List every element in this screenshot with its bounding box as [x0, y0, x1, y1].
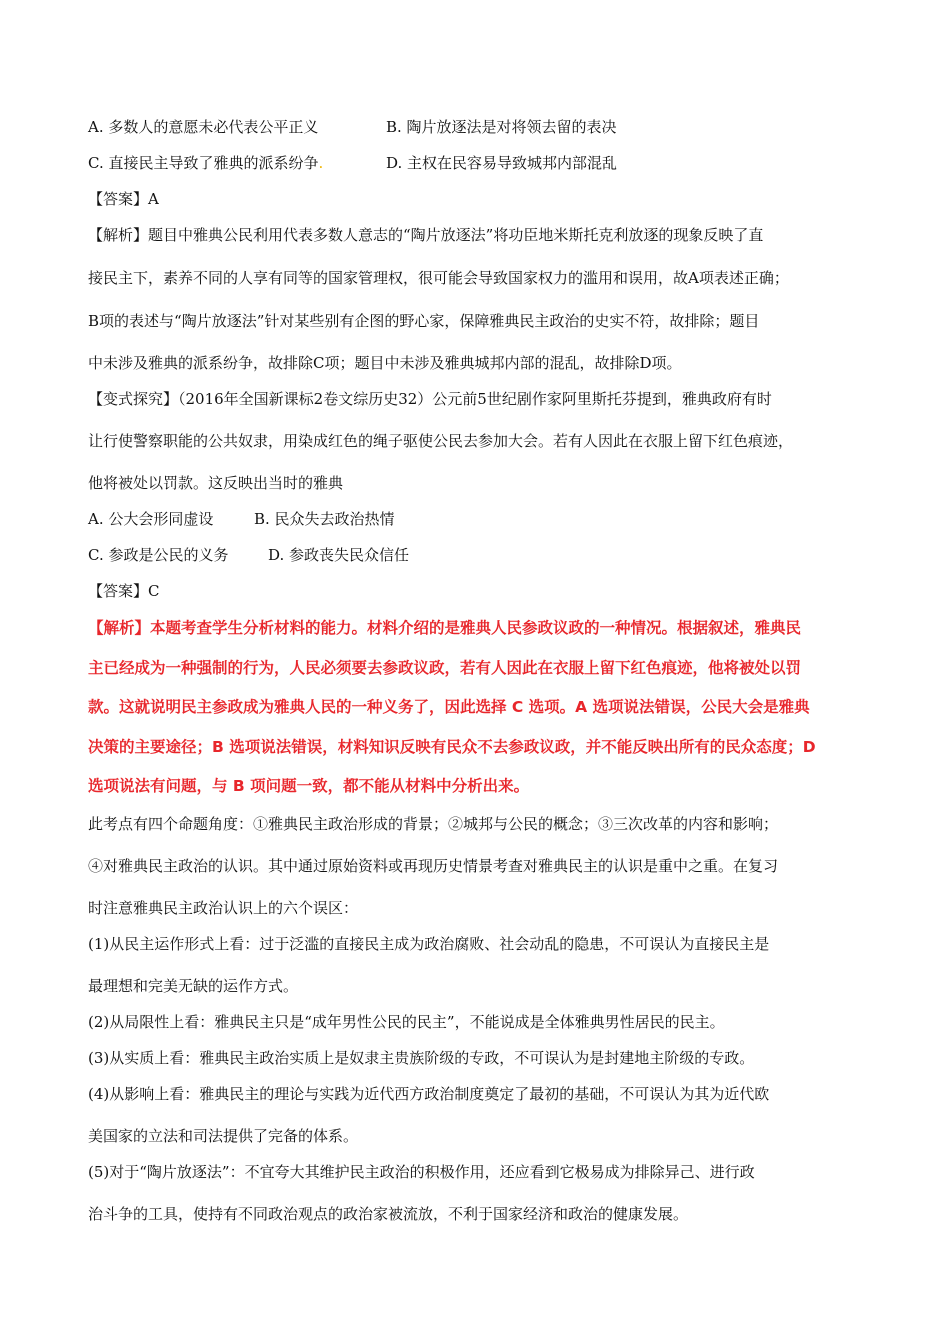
- q2-stem-line: 【变式探究】（2016年全国新课标2卷文综历史32）公元前5世纪剧作家阿里斯托芬提到，雅典政府有时: [88, 390, 772, 408]
- q1-option-a: A. 多数人的意愿未必代表公平正义: [88, 118, 319, 136]
- q2-analysis-line: 【解析】本题考查学生分析材料的能力。材料介绍的是雅典人民参政议政的一种情况。根据叙述，雅典民: [88, 619, 802, 637]
- q2-option-b: B. 民众失去政治热情: [254, 510, 395, 528]
- q2-option-c: C. 参政是公民的义务: [88, 546, 229, 564]
- q2-stem-line: 让行使警察职能的公共奴隶，用染成红色的绳子驱使公民去参加大会。若有人因此在衣服上留下红色痕迹，: [88, 432, 794, 450]
- q1-option-c-text: C. 直接民主导致了雅典的派系纷争: [88, 154, 319, 172]
- notes-intro-line: ④对雅典民主政治的认识。其中通过原始资料或再现历史情景考查对雅典民主的认识是重中之重。在复习: [88, 857, 779, 875]
- q2-answer: 【答案】C: [88, 582, 160, 600]
- notes-item-line: (5)对于“陶片放逐法”：不宜夸大其维护民主政治的积极作用，还应看到它极易成为排除异己、进行政: [88, 1163, 755, 1181]
- q2-analysis-line: 款。这就说明民主参政成为雅典人民的一种义务了，因此选择 C 选项。A 选项说法错误，公民大会是雅典: [88, 698, 810, 716]
- q1-analysis-line: 中未涉及雅典的派系纷争，故排除C项；题目中未涉及雅典城邦内部的混乱，故排除D项。: [88, 354, 682, 372]
- q1-option-b: B. 陶片放逐法是对将领去留的表决: [386, 118, 617, 136]
- notes-intro-line: 时注意雅典民主政治认识上的六个误区：: [88, 899, 359, 917]
- notes-item-line: (1)从民主运作形式上看：过于泛滥的直接民主成为政治腐败、社会动乱的隐患，不可误认为直接民主是: [88, 935, 770, 953]
- q2-analysis-line: 主已经成为一种强制的行为，人民必须要去参政议政，若有人因此在衣服上留下红色痕迹，他将被处以罚: [88, 659, 802, 677]
- q1-analysis-line: B项的表述与“陶片放逐法”针对某些别有企图的野心家，保障雅典民主政治的史实不符，故排除；题目: [88, 312, 760, 330]
- q1-analysis-line: 【解析】题目中雅典公民利用代表多数人意志的“陶片放逐法”将功臣地米斯托克利放逐的现象反映了直: [88, 226, 764, 244]
- q1-answer: 【答案】A: [88, 190, 159, 208]
- notes-item-line: (2)从局限性上看：雅典民主只是“成年男性公民的民主”，不能说成是全体雅典男性居民的民主。: [88, 1013, 725, 1031]
- q1-option-c: [88, 153, 323, 173]
- q2-option-d: D. 参政丧失民众信任: [268, 546, 410, 564]
- q2-analysis-line: 选项说法有问题，与 B 项问题一致，都不能从材料中分析出来。: [88, 777, 530, 795]
- notes-item-line: 治斗争的工具，使持有不同政治观点的政治家被流放，不利于国家经济和政治的健康发展。: [88, 1205, 689, 1223]
- q1-option-d: D. 主权在民容易导致城邦内部混乱: [386, 154, 618, 172]
- q2-stem-line: 他将被处以罚款。这反映出当时的雅典: [88, 474, 344, 492]
- notes-item-line: (3)从实质上看：雅典民主政治实质上是奴隶主贵族阶级的专政，不可误认为是封建地主阶级的专政。: [88, 1049, 755, 1067]
- notes-intro-line: 此考点有四个命题角度：①雅典民主政治形成的背景；②城邦与公民的概念；③三次改革的内容和影响；: [88, 815, 779, 833]
- notes-item-line: 最理想和完美无缺的运作方式。: [88, 977, 299, 995]
- notes-item-line: (4)从影响上看：雅典民主的理论与实践为近代西方政治制度奠定了最初的基础，不可误认为其为近代欧: [88, 1085, 770, 1103]
- notes-item-line: 美国家的立法和司法提供了完备的体系。: [88, 1127, 359, 1145]
- q1-analysis-line: 接民主下，素养不同的人享有同等的国家管理权，很可能会导致国家权力的滥用和误用，故A项表述正确；: [88, 269, 789, 287]
- q2-option-a: A. 公大会形同虚设: [88, 510, 214, 528]
- q1-option-c-mark: .: [318, 154, 324, 172]
- q2-analysis-line: 决策的主要途径；B 选项说法错误，材料知识反映有民众不去参政议政，并不能反映出所有的民众态度；D: [88, 738, 816, 756]
